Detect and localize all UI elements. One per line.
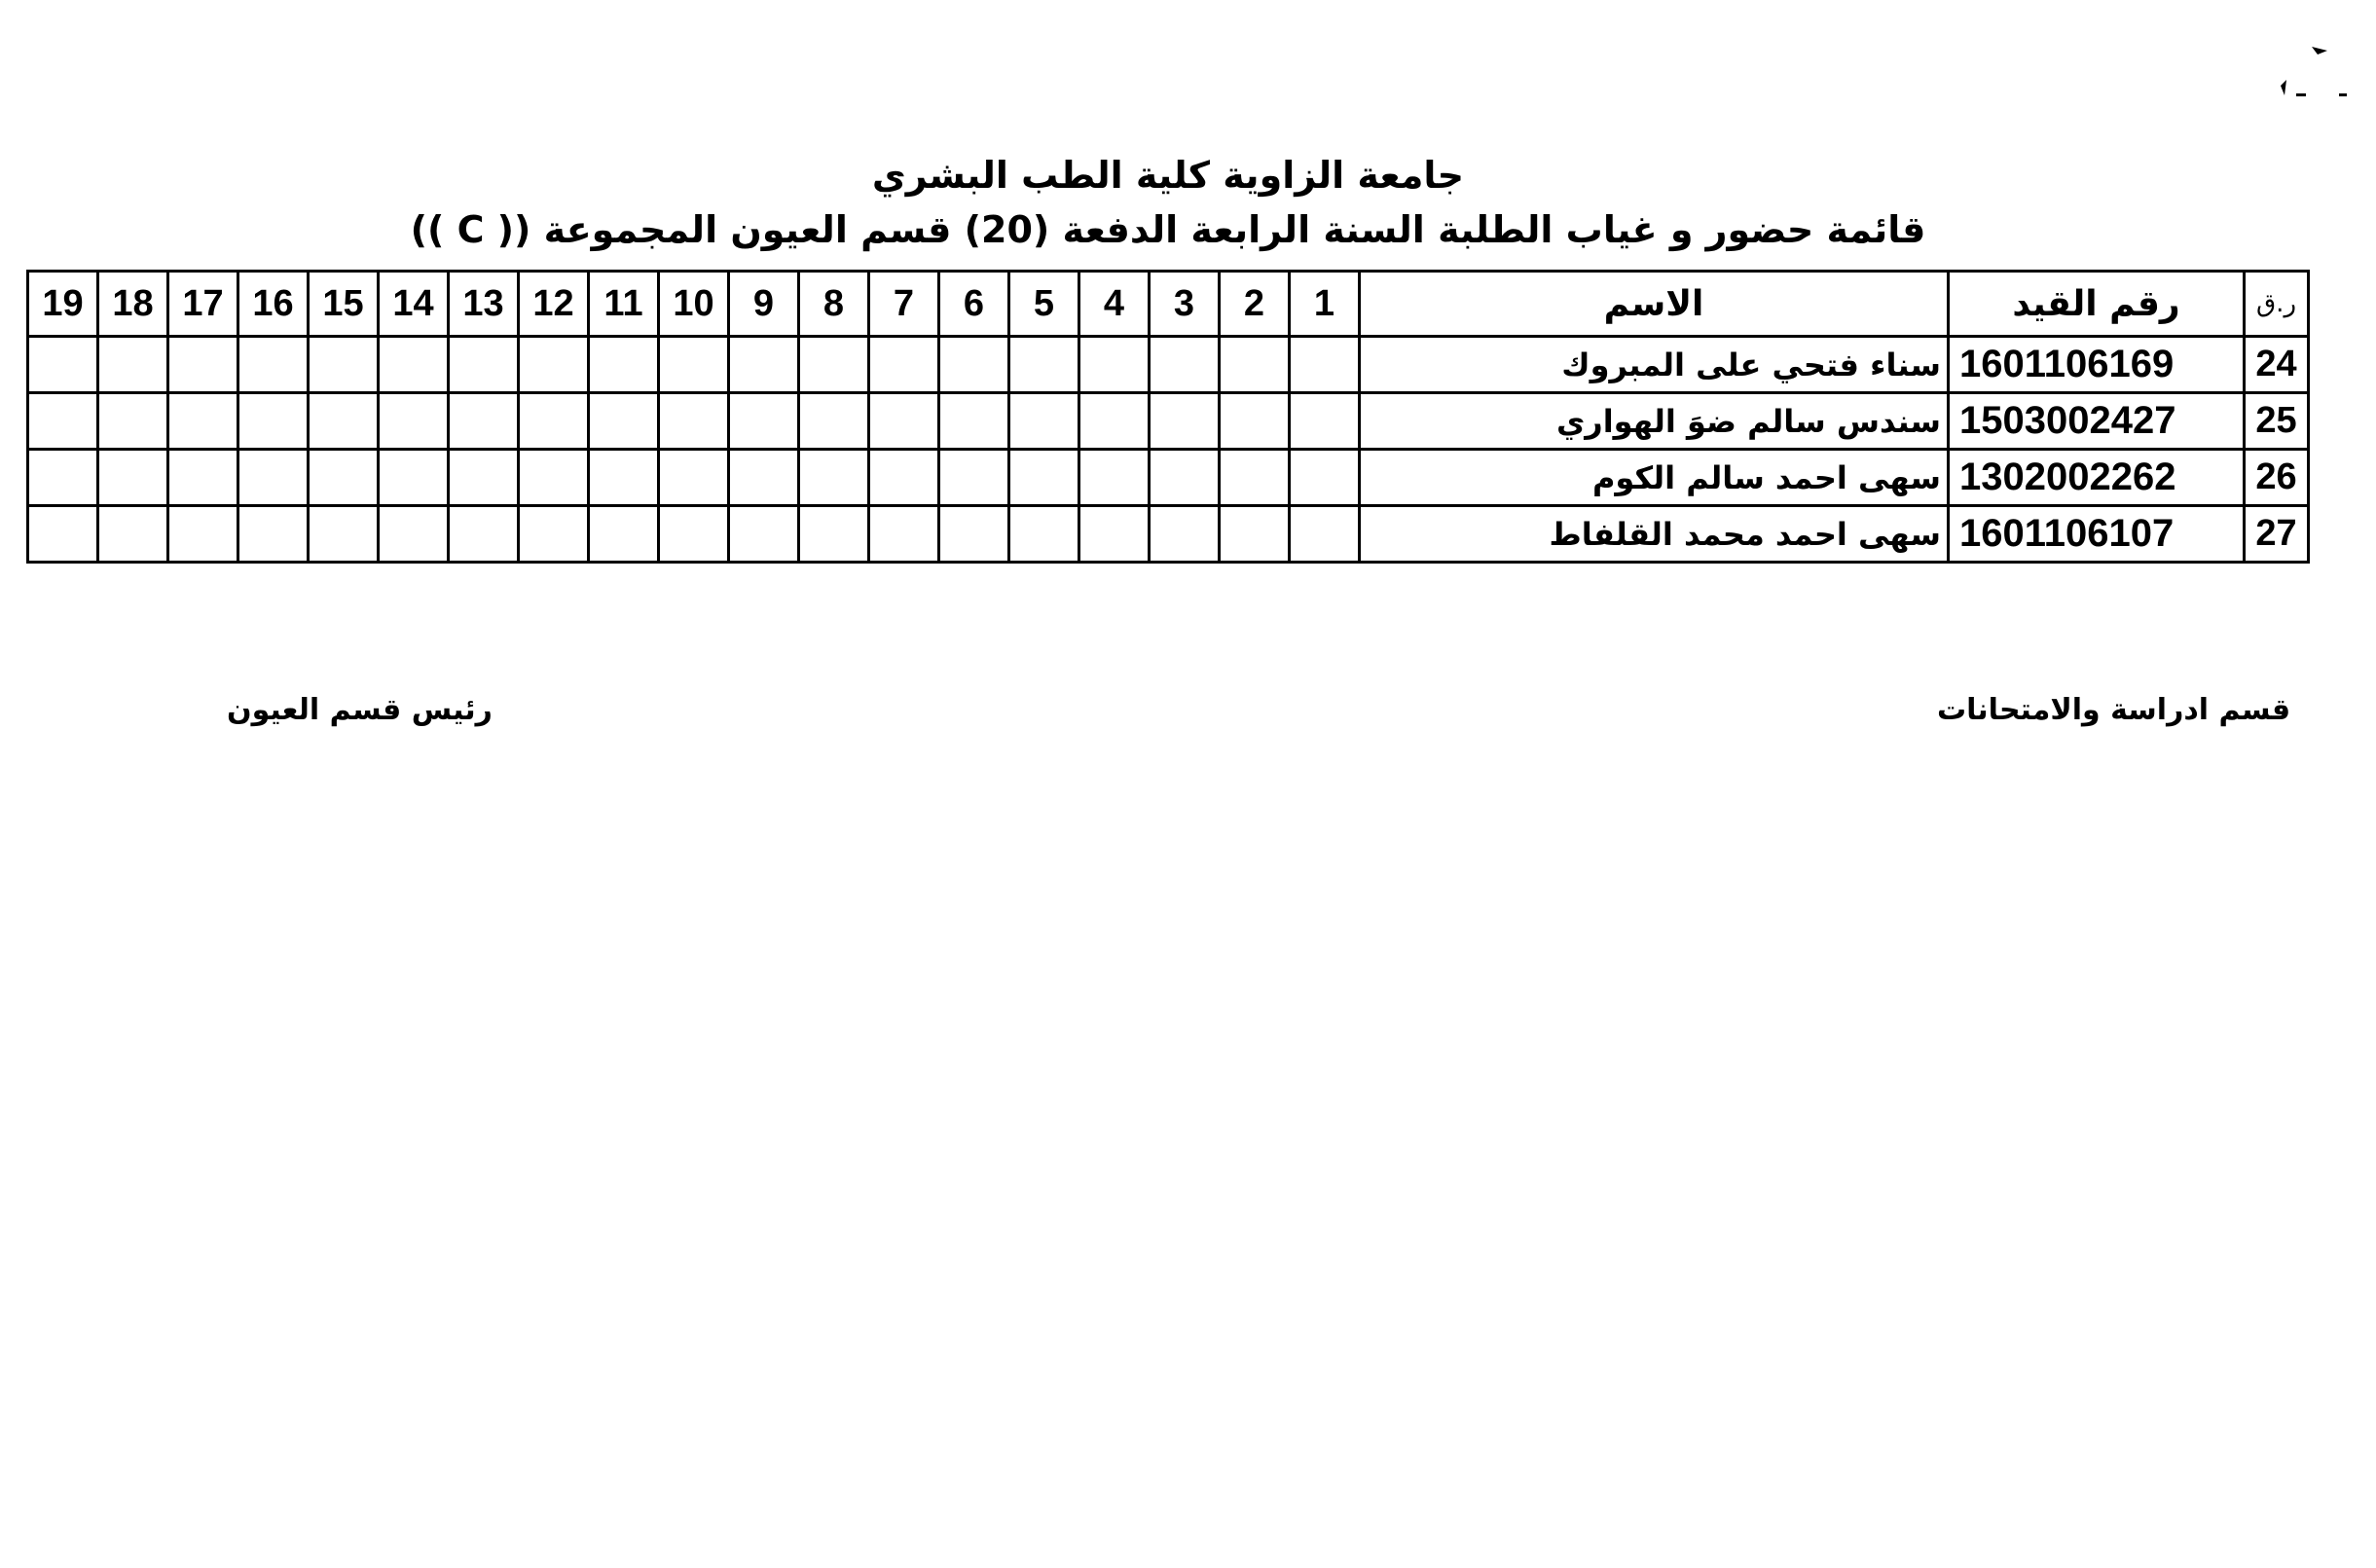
table-header-row [28, 272, 2309, 337]
serial-cell: 24 [2245, 337, 2309, 393]
attendance-cell [939, 506, 1009, 563]
serial-cell: 27 [2245, 506, 2309, 563]
attendance-cell [238, 450, 309, 506]
attendance-cell [869, 393, 939, 450]
attendance-cell [238, 393, 309, 450]
student-name-cell: سهى احمد محمد القلفاط [1360, 506, 1949, 563]
session-header: 12 [519, 272, 589, 337]
attendance-cell [379, 337, 449, 393]
session-header: 5 [1009, 272, 1079, 337]
attendance-cell [589, 337, 659, 393]
document-title: جامعة الزاوية كلية الطب البشري [871, 154, 1465, 197]
student-id-cell: 1601106169 [1949, 337, 2245, 393]
attendance-cell [168, 337, 238, 393]
attendance-cell [939, 393, 1009, 450]
attendance-cell [519, 506, 589, 563]
attendance-cell [1220, 393, 1290, 450]
attendance-cell [659, 393, 729, 450]
attendance-cell [1150, 337, 1220, 393]
attendance-cell [98, 393, 168, 450]
session-header: 18 [98, 272, 168, 337]
session-header: 2 [1220, 272, 1290, 337]
attendance-cell [379, 450, 449, 506]
attendance-cell [168, 506, 238, 563]
attendance-cell [1290, 450, 1360, 506]
attendance-cell [238, 506, 309, 563]
session-header: 10 [659, 272, 729, 337]
attendance-cell [309, 506, 379, 563]
attendance-cell [238, 337, 309, 393]
attendance-cell [729, 506, 799, 563]
attendance-cell [1150, 393, 1220, 450]
attendance-cell [519, 337, 589, 393]
attendance-cell [309, 450, 379, 506]
attendance-cell [309, 337, 379, 393]
student-id-cell: 1503002427 [1949, 393, 2245, 450]
attendance-cell [939, 337, 1009, 393]
attendance-cell [1079, 393, 1150, 450]
attendance-cell [1290, 337, 1360, 393]
serial-cell: 25 [2245, 393, 2309, 450]
attendance-cell [379, 506, 449, 563]
attendance-cell [799, 506, 869, 563]
serial-cell: 26 [2245, 450, 2309, 506]
studies-exams-signature: قسم ادراسة والامتحانات [1937, 693, 2291, 727]
attendance-cell [1150, 450, 1220, 506]
attendance-cell [729, 337, 799, 393]
student-name-cell: سندس سالم ضوَ الهواري [1360, 393, 1949, 450]
attendance-cell [869, 450, 939, 506]
attendance-cell [1079, 337, 1150, 393]
attendance-cell [168, 450, 238, 506]
attendance-cell [28, 506, 98, 563]
document-subtitle: قائمة حضور و غياب الطلبة السنة الرابعة الدفعة (20) قسم العيون المجموعة (( C )) [410, 208, 1926, 251]
name-header: الاسم [1360, 272, 1949, 337]
attendance-cell [1290, 506, 1360, 563]
student-name-cell: سهى احمد سالم الكوم [1360, 450, 1949, 506]
attendance-cell [449, 337, 519, 393]
attendance-cell [1009, 337, 1079, 393]
session-header: 16 [238, 272, 309, 337]
scan-mark-icon [2273, 39, 2351, 117]
attendance-cell [1290, 393, 1360, 450]
session-header: 13 [449, 272, 519, 337]
attendance-cell [1220, 337, 1290, 393]
attendance-cell [659, 506, 729, 563]
session-header: 7 [869, 272, 939, 337]
attendance-cell [98, 337, 168, 393]
attendance-cell [309, 393, 379, 450]
attendance-cell [1079, 506, 1150, 563]
session-header: 1 [1290, 272, 1360, 337]
session-header: 6 [939, 272, 1009, 337]
attendance-cell [939, 450, 1009, 506]
attendance-cell [799, 393, 869, 450]
attendance-cell [1009, 450, 1079, 506]
attendance-cell [729, 393, 799, 450]
attendance-cell [589, 393, 659, 450]
table-row [28, 450, 2309, 506]
attendance-cell [1220, 506, 1290, 563]
attendance-cell [589, 506, 659, 563]
attendance-cell [659, 337, 729, 393]
attendance-cell [379, 393, 449, 450]
session-header: 11 [589, 272, 659, 337]
attendance-cell [659, 450, 729, 506]
attendance-cell [1079, 450, 1150, 506]
table-row [28, 506, 2309, 563]
attendance-cell [168, 393, 238, 450]
session-header: 4 [1079, 272, 1150, 337]
attendance-cell [449, 450, 519, 506]
attendance-cell [449, 506, 519, 563]
student-name-cell: سناء فتحي على المبروك [1360, 337, 1949, 393]
session-header: 9 [729, 272, 799, 337]
attendance-cell [519, 393, 589, 450]
serial-header: ر.ق [2245, 272, 2309, 337]
table-row [28, 337, 2309, 393]
attendance-cell [1220, 450, 1290, 506]
attendance-cell [28, 337, 98, 393]
attendance-cell [98, 450, 168, 506]
student-id-cell: 1302002262 [1949, 450, 2245, 506]
attendance-cell [589, 450, 659, 506]
attendance-cell [799, 337, 869, 393]
attendance-cell [1009, 393, 1079, 450]
attendance-cell [28, 393, 98, 450]
attendance-cell [869, 337, 939, 393]
session-header: 8 [799, 272, 869, 337]
attendance-cell [1009, 506, 1079, 563]
session-header: 17 [168, 272, 238, 337]
session-header: 14 [379, 272, 449, 337]
student-id-cell: 1601106107 [1949, 506, 2245, 563]
session-header: 19 [28, 272, 98, 337]
attendance-cell [28, 450, 98, 506]
session-header: 3 [1150, 272, 1220, 337]
id-header: رقم القيد [1949, 272, 2245, 337]
attendance-cell [869, 506, 939, 563]
attendance-cell [449, 393, 519, 450]
attendance-cell [729, 450, 799, 506]
attendance-cell [799, 450, 869, 506]
attendance-cell [519, 450, 589, 506]
attendance-cell [98, 506, 168, 563]
department-head-signature: رئيس قسم العيون [227, 693, 493, 727]
attendance-table [26, 270, 2310, 564]
session-header: 15 [309, 272, 379, 337]
attendance-cell [1150, 506, 1220, 563]
table-row [28, 393, 2309, 450]
